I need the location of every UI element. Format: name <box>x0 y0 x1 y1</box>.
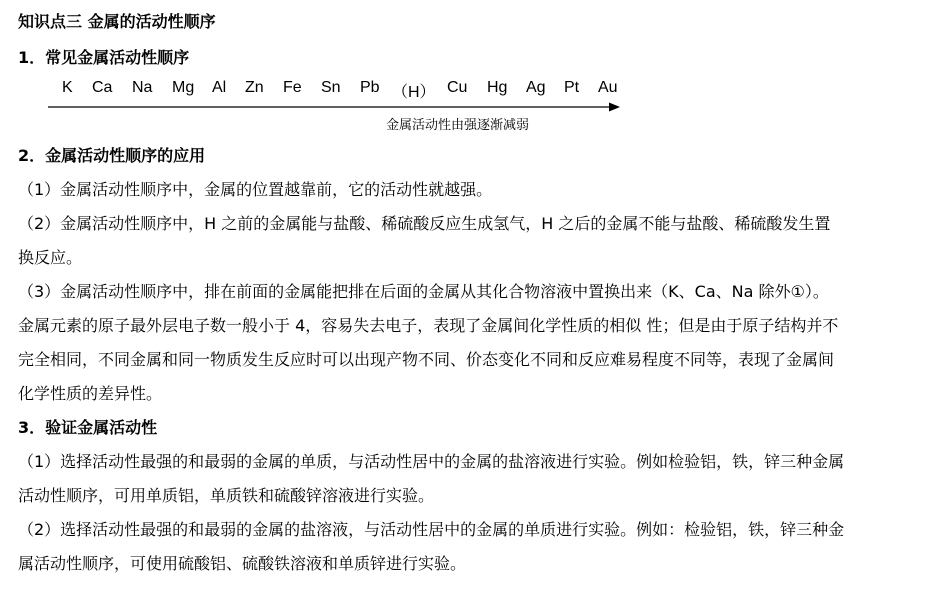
paragraph-line: 属活动性顺序，可使用硫酸铝、硫酸铁溶液和单质锌进行实验。 <box>18 554 467 573</box>
section3-heading: 3．验证金属活动性 <box>18 418 158 437</box>
paragraph-line: 完全相同，不同金属和同一物质发生反应时可以出现产物不同、价态变化不同和反应难易程度不同等，表现了金属间 <box>18 350 835 369</box>
metal-item: Zn <box>245 79 264 96</box>
metal-item: （H） <box>392 84 436 101</box>
paragraph-line: 金属元素的原子最外层电子数一般小于 4，容易失去电子，表现了金属间化学性质的相似 性；但是由于原子结构并不 <box>18 316 839 335</box>
metal-item: Hg <box>487 79 508 96</box>
paragraph-line: 化学性质的差异性。 <box>18 384 163 403</box>
activity-arrow <box>48 102 620 112</box>
arrow-head-icon <box>609 103 620 112</box>
metal-item: Cu <box>447 79 468 96</box>
paragraph-line: （2）选择活动性最强的和最弱的金属的盐溶液，与活动性居中的金属的单质进行实验。例如：检验铝，铁，锌三种金 <box>18 520 845 539</box>
metal-item: Mg <box>172 79 195 96</box>
metal-item: Au <box>598 79 618 96</box>
metal-item: Al <box>212 79 227 96</box>
metal-item: K <box>62 79 73 96</box>
metal-item: Ca <box>92 79 113 96</box>
metal-item: Ag <box>526 79 546 96</box>
paragraph-line: （1）选择活动性最强的和最弱的金属的单质，与活动性居中的金属的盐溶液进行实验。例如检验铝，铁，锌三种金属 <box>18 452 845 471</box>
page-title: 知识点三 金属的活动性顺序 <box>18 12 216 31</box>
paragraph-line: （2）金属活动性顺序中，H 之前的金属能与盐酸、稀硫酸反应生成氢气，H 之后的金属不能与盐酸、稀硫酸发生置 <box>18 214 831 233</box>
paragraph-line: 换反应。 <box>18 248 83 267</box>
metal-item: Pb <box>360 79 380 96</box>
paragraph-line: （3）金属活动性顺序中，排在前面的金属能把排在后面的金属从其化合物溶液中置换出来（K、Ca、Na 除外①）。 <box>18 282 829 301</box>
paragraph-line: 活动性顺序，可用单质铝，单质铁和硫酸锌溶液进行实验。 <box>18 486 435 505</box>
metal-item: Pt <box>564 79 580 96</box>
paragraph-line: （1）金属活动性顺序中，金属的位置越靠前，它的活动性就越强。 <box>18 180 493 199</box>
metal-item: Na <box>132 79 153 96</box>
metal-item: Sn <box>321 79 341 96</box>
arrow-label: 金属活动性由强逐渐减弱 <box>386 118 530 133</box>
section1-heading: 1．常见金属活动性顺序 <box>18 48 190 67</box>
section2-heading: 2．金属活动性顺序的应用 <box>18 146 206 165</box>
metal-item: Fe <box>283 79 302 96</box>
